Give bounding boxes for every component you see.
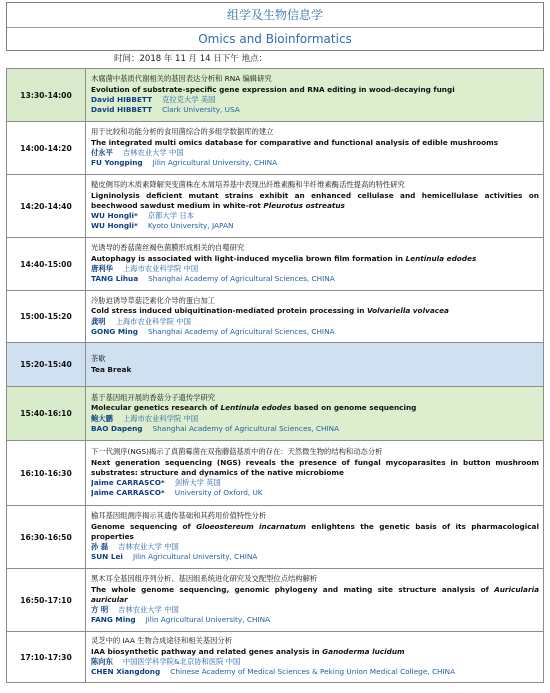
speaker-affiliation: Shanghai Academy of Agricultural Sciences, CHINA (148, 326, 335, 336)
speaker-line-en (91, 615, 539, 625)
schedule-row (7, 632, 544, 683)
talk-cell (86, 238, 544, 291)
talk-title-en-text: enlightens the genetic basis of its pharmacological properties (91, 521, 539, 541)
speaker-line-en (91, 221, 539, 231)
speaker-line-zh (91, 317, 539, 327)
speaker-affiliation: 吉林农业大学 中国 (118, 542, 179, 552)
talk-title-en (91, 403, 539, 413)
speaker-name: 鲍大鹏 (91, 413, 113, 423)
speaker-affiliation: 上海市农业科学院 中国 (115, 316, 191, 326)
speaker-line-zh (91, 605, 539, 615)
schedule-row (7, 238, 544, 291)
speaker-affiliation: Jilin Agricultural University, CHINA (132, 552, 258, 562)
speaker-name: GONG Ming (91, 326, 139, 336)
talk-title-zh: 木腐菌中基质代谢相关的基因表达分析和 RNA 编辑研究 (91, 74, 272, 84)
talk-title-en (91, 306, 539, 316)
schedule-row (7, 506, 544, 569)
talk-title-zh: 基于基因组开展的香菇分子遗传学研究 (91, 392, 216, 402)
time-slot: 13:30-14:00 (7, 69, 86, 122)
speaker-affiliation: Shanghai Academy of Agricultural Sciences, CHINA (148, 274, 335, 284)
time-slot: 15:20-15:40 (7, 343, 86, 387)
talk-title-en: Next generation sequencing (NGS) reveals the presence of fungal mycoparasites in button mushroom substrates: structure and dynamics of the native microbiome (91, 457, 539, 477)
talk-title-en-text: based on genome sequencing (291, 403, 417, 413)
talk-cell (86, 632, 544, 683)
schedule-row (7, 441, 544, 506)
speaker-name: David HIBBETT (91, 95, 153, 104)
schedule-row (7, 291, 544, 343)
schedule-row (7, 569, 544, 632)
species-name: Lentinula edodes (405, 253, 477, 263)
speaker-line-en (91, 488, 539, 498)
speaker-name: SUN Lei (91, 552, 123, 562)
speaker-line-zh (91, 264, 539, 274)
speaker-name: Jaime CARRASCO* (91, 478, 165, 488)
speaker-line-zh (91, 542, 539, 552)
speaker-line-zh (91, 414, 539, 424)
speaker-affiliation: Clark University, USA (162, 105, 240, 115)
talk-title-zh: 灵芝中的 IAA 生物合成途径和相关基因分析 (91, 636, 233, 646)
time-slot: 16:10-16:30 (7, 441, 86, 506)
time-slot: 16:50-17:10 (7, 569, 86, 632)
schedule-row (7, 387, 544, 441)
speaker-name: 陈向东 (91, 657, 113, 666)
speaker-name: Jaime CARRASCO* (91, 488, 165, 498)
speaker-affiliation: 吉林农业大学 中国 (122, 148, 184, 157)
species-name: Gloeostereum incarnatum (196, 521, 306, 531)
speaker-line-en (91, 327, 539, 337)
talk-cell (86, 69, 544, 122)
speaker-affiliation: Shanghai Academy of Agricultural Sciences, CHINA (152, 423, 340, 433)
speaker-line-en (91, 158, 539, 168)
talk-title-en: The integrated multi omics database for comparative and functional analysis of edible mushrooms (91, 137, 499, 147)
talk-cell (86, 291, 544, 343)
time-slot: 15:40-16:10 (7, 387, 86, 441)
talk-cell (86, 569, 544, 632)
species-name: Ganoderma lucidum (322, 646, 405, 656)
speaker-line-zh (91, 148, 539, 158)
talk-title-en-text: Cold stress induced ubiquitination-mediated protein processing in (91, 306, 367, 316)
time-location-line: 时间：2018 年 11 月 14 日下午 地点： (114, 54, 267, 64)
speaker-line-en (91, 105, 539, 115)
talk-title-zh: 黑木耳全基因组序列分析、基因组系统进化研究及交配型位点结构解析 (91, 574, 318, 584)
talk-title-en-text: IAA biosynthetic pathway and related genes analysis in (91, 646, 323, 656)
talk-cell (86, 506, 544, 569)
speaker-affiliation: 中国医学科学院&北京协和医院 中国 (122, 657, 241, 666)
break-title-en: Tea Break (91, 364, 132, 374)
break-cell (86, 343, 544, 387)
program-sheet (6, 2, 544, 683)
speaker-affiliation: 京都大学 日本 (147, 211, 194, 221)
species-name: Pleurotus ostreatus (263, 200, 345, 210)
speaker-name: TANG Lihua (91, 274, 139, 284)
talk-cell (86, 175, 544, 238)
talk-cell (86, 387, 544, 441)
time-slot: 16:30-16:50 (7, 506, 86, 569)
speaker-affiliation: Chinese Academy of Medical Sciences & Peking Union Medical College, CHINA (170, 667, 456, 677)
species-name: Lentinula edodes (220, 403, 292, 413)
schedule-row (7, 175, 544, 238)
talk-title-en-text: Autophagy is associated with light-induced mycelia brown film formation in (91, 253, 406, 263)
speaker-affiliation: 上海市农业科学院 中国 (122, 413, 199, 423)
speaker-name: David HIBBETT (91, 105, 153, 115)
speaker-line-zh (91, 211, 539, 221)
talk-cell (86, 441, 544, 506)
speaker-line-zh (91, 95, 539, 105)
talk-cell (86, 122, 544, 175)
speaker-affiliation: Jilin Agricultural University, CHINA (145, 615, 271, 625)
species-name: Volvariella volvacea (366, 306, 449, 316)
speaker-name: BAO Dapeng (91, 423, 143, 433)
time-slot: 14:40-15:00 (7, 238, 86, 291)
speaker-name: 唐利华 (91, 264, 113, 273)
talk-title-en-text: Ligninolysis deficient mutant strains exhibit an enhanced cellulase and hemicellulase activities on beechwood sawdust medium in white-rot (91, 190, 539, 210)
speaker-name: 付永平 (91, 148, 113, 157)
talk-title-en (91, 191, 539, 212)
talk-title-zh: 糙皮侧耳的木质素降解突变菌株在木屑培养基中表现出纤维素酶和半纤维素酶活性提高的特性研究 (91, 180, 405, 190)
talk-title-zh: 用于比较和功能分析的食用菌综合的多组学数据库的建立 (91, 127, 274, 137)
time-slot: 14:20-14:40 (7, 175, 86, 238)
schedule-row-break (7, 343, 544, 387)
speaker-affiliation: 上海市农业科学院 中国 (122, 264, 199, 273)
speaker-affiliation: Jilin Agricultural University, CHINA (152, 158, 278, 168)
speaker-line-en (91, 274, 539, 284)
talk-title-en-text: Molecular genetics research of (91, 403, 221, 413)
session-title-chinese: 组学及生物信息学 (7, 3, 543, 28)
speaker-line-zh (91, 657, 539, 667)
talk-title-en-text: Genome sequencing of (91, 521, 197, 531)
speaker-affiliation: University of Oxford, UK (174, 488, 263, 498)
speaker-line-en (91, 424, 539, 434)
speaker-name: 龚明 (91, 316, 106, 326)
speaker-name: WU Hongli* (91, 221, 138, 231)
talk-title-zh: 下一代测序(NGS)揭示了真菌霉菌在双孢蘑菇基质中的存在：天然微生物的结构和动态分析 (91, 447, 383, 457)
break-title-zh: 茶歇 (91, 354, 106, 364)
speaker-affiliation: 克拉克大学 美国 (162, 95, 216, 104)
species-name: Auricularia auricular (91, 584, 539, 604)
speaker-affiliation: 吉林农业大学 中国 (118, 605, 179, 615)
talk-title-en (91, 647, 539, 657)
speaker-affiliation: Kyoto University, JAPAN (147, 221, 234, 231)
talk-title-zh: 光诱导的香菇菌丝褐色菌膜形成相关的自噬研究 (91, 243, 245, 253)
talk-title-en (91, 522, 539, 543)
schedule-table (6, 68, 544, 683)
talk-title-en (91, 254, 539, 264)
schedule-row (7, 122, 544, 175)
speaker-line-en (91, 667, 539, 677)
time-slot: 14:00-14:20 (7, 122, 86, 175)
talk-title-en: Evolution of substrate-specific gene expression and RNA editing in wood-decaying fungi (91, 84, 455, 94)
talk-title-en-text: The whole genome sequencing, genomic phylogeny and mating site structure analysis of (91, 584, 495, 594)
speaker-name: FU Yongping (91, 158, 143, 168)
time-slot: 15:00-15:20 (7, 291, 86, 343)
session-title-english: Omics and Bioinformatics (198, 32, 352, 46)
speaker-line-zh (91, 478, 539, 488)
talk-title-zh: 冷胁迫诱导草菇泛素化介导的蛋白加工 (91, 295, 216, 305)
speaker-line-en (91, 552, 539, 562)
time-slot: 17:10-17:30 (7, 632, 86, 683)
session-header (6, 2, 544, 51)
speaker-name: FANG Ming (91, 615, 136, 625)
speaker-name: 孙 磊 (91, 542, 109, 552)
speaker-name: 方 明 (91, 605, 109, 615)
speaker-name: WU Hongli* (91, 211, 138, 221)
talk-title-en (91, 585, 539, 606)
speaker-name: CHEN Xiangdong (91, 667, 161, 677)
speaker-affiliation: 剑桥大学 英国 (174, 478, 221, 488)
talk-title-zh: 榆耳基因组测序揭示其遗传基础和其药用价值特性分析 (91, 511, 267, 521)
schedule-row (7, 69, 544, 122)
